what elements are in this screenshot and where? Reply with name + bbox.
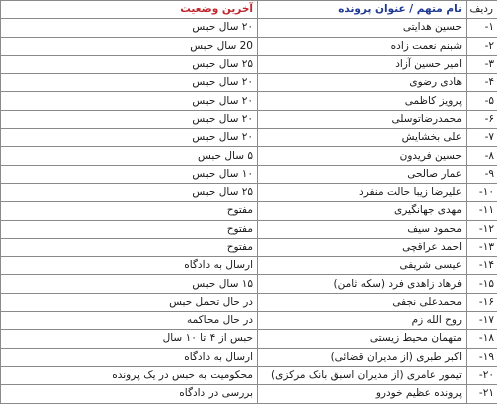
row-number-cell: ۳-: [467, 55, 497, 73]
status-cell: ۲۰ سال حبس: [1, 110, 258, 128]
row-number-cell: ۶-: [467, 110, 497, 128]
table-row: [1, 202, 497, 220]
table-row: [1, 129, 497, 147]
defendant-name-cell: پرویز کاظمی: [258, 92, 467, 110]
status-cell: در حال محاکمه: [1, 312, 258, 330]
status-cell: مفتوح: [1, 202, 258, 220]
status-cell: ۱۵ سال حبس: [1, 275, 258, 293]
row-number-cell: ۱۷-: [467, 312, 497, 330]
row-number-cell: ۱۸-: [467, 330, 497, 348]
status-cell: 20 سال حبس: [1, 37, 258, 55]
row-number-cell: ۲۰-: [467, 366, 497, 384]
defendant-name-cell: علیرضا زیبا حالت منفرد: [258, 183, 467, 201]
header-row-number: ردیف: [467, 1, 497, 19]
defendant-name-cell: محمدرضاتوسلی: [258, 110, 467, 128]
status-cell: ۲۵ سال حبس: [1, 183, 258, 201]
status-cell: مفتوح: [1, 220, 258, 238]
table-row: [1, 165, 497, 183]
defendant-name-cell: امیر حسین آزاد: [258, 55, 467, 73]
header-defendant-name: نام متهم / عنوان پرونده: [258, 1, 467, 19]
table-row: [1, 257, 497, 275]
row-number-cell: ۱۱-: [467, 202, 497, 220]
table-row: [1, 183, 497, 201]
table-row: [1, 330, 497, 348]
status-cell: محکومیت به حبس در یک پرونده: [1, 366, 258, 384]
status-cell: حبس از ۴ تا ۱۰ سال: [1, 330, 258, 348]
row-number-cell: ۱۰-: [467, 183, 497, 201]
status-cell: ۲۰ سال حبس: [1, 129, 258, 147]
row-number-cell: ۱۶-: [467, 293, 497, 311]
status-cell: ارسال به دادگاه: [1, 348, 258, 366]
status-cell: در حال تحمل حبس: [1, 293, 258, 311]
defendant-name-cell: مهدی جهانگیری: [258, 202, 467, 220]
defendant-name-cell: احمد عراقچی: [258, 238, 467, 256]
row-number-cell: ۷-: [467, 129, 497, 147]
defendant-name-cell: هادی رضوی: [258, 74, 467, 92]
table-row: [1, 37, 497, 55]
table-row: [1, 55, 497, 73]
status-cell: ۲۰ سال حبس: [1, 92, 258, 110]
defendant-name-cell: حسین هدایتی: [258, 19, 467, 37]
defendant-name-cell: محمود سیف: [258, 220, 467, 238]
table-row: [1, 275, 497, 293]
table-row: [1, 238, 497, 256]
defendant-name-cell: اکبر طبری (از مدیران قضائی): [258, 348, 467, 366]
header-row: [1, 1, 497, 19]
table-row: [1, 220, 497, 238]
defendant-name-cell: علی بخشایش: [258, 129, 467, 147]
defendant-name-cell: متهمان محیط زیستی: [258, 330, 467, 348]
row-number-cell: ۱۴-: [467, 257, 497, 275]
defendant-name-cell: حسین فریدون: [258, 147, 467, 165]
defendant-name-cell: عیسی شریفی: [258, 257, 467, 275]
defendant-name-cell: محمدعلی نجفی: [258, 293, 467, 311]
table-row: [1, 19, 497, 37]
table-body: [1, 19, 497, 403]
row-number-cell: ۸-: [467, 147, 497, 165]
header-latest-status: آخرین وضعیت: [1, 1, 258, 19]
defendant-name-cell: شبنم نعمت زاده: [258, 37, 467, 55]
row-number-cell: ۱۳-: [467, 238, 497, 256]
row-number-cell: ۲۱-: [467, 385, 497, 403]
status-cell: ۲۵ سال حبس: [1, 55, 258, 73]
table-row: [1, 293, 497, 311]
status-cell: بررسی در دادگاه: [1, 385, 258, 403]
defendant-name-cell: تیمور عامری (از مدیران اسبق بانک مرکزی): [258, 366, 467, 384]
row-number-cell: ۱-: [467, 19, 497, 37]
table-row: [1, 110, 497, 128]
table-row: [1, 312, 497, 330]
row-number-cell: ۹-: [467, 165, 497, 183]
table-row: [1, 348, 497, 366]
status-cell: مفتوح: [1, 238, 258, 256]
row-number-cell: ۵-: [467, 92, 497, 110]
table-row: [1, 366, 497, 384]
table-row: [1, 385, 497, 403]
status-cell: ۲۰ سال حبس: [1, 74, 258, 92]
status-cell: ۲۰ سال حبس: [1, 19, 258, 37]
status-cell: ارسال به دادگاه: [1, 257, 258, 275]
status-cell: ۵ سال حبس: [1, 147, 258, 165]
defendant-name-cell: عمار صالحی: [258, 165, 467, 183]
row-number-cell: ۴-: [467, 74, 497, 92]
row-number-cell: ۱۹-: [467, 348, 497, 366]
table-row: [1, 147, 497, 165]
table-row: [1, 74, 497, 92]
row-number-cell: ۲-: [467, 37, 497, 55]
defendant-name-cell: فرهاد زاهدی فرد (سکه ثامن): [258, 275, 467, 293]
table-row: [1, 92, 497, 110]
defendant-name-cell: پرونده عظیم خودرو: [258, 385, 467, 403]
defendant-name-cell: روح الله زم: [258, 312, 467, 330]
row-number-cell: ۱۲-: [467, 220, 497, 238]
status-cell: ۱۰ سال حبس: [1, 165, 258, 183]
row-number-cell: ۱۵-: [467, 275, 497, 293]
